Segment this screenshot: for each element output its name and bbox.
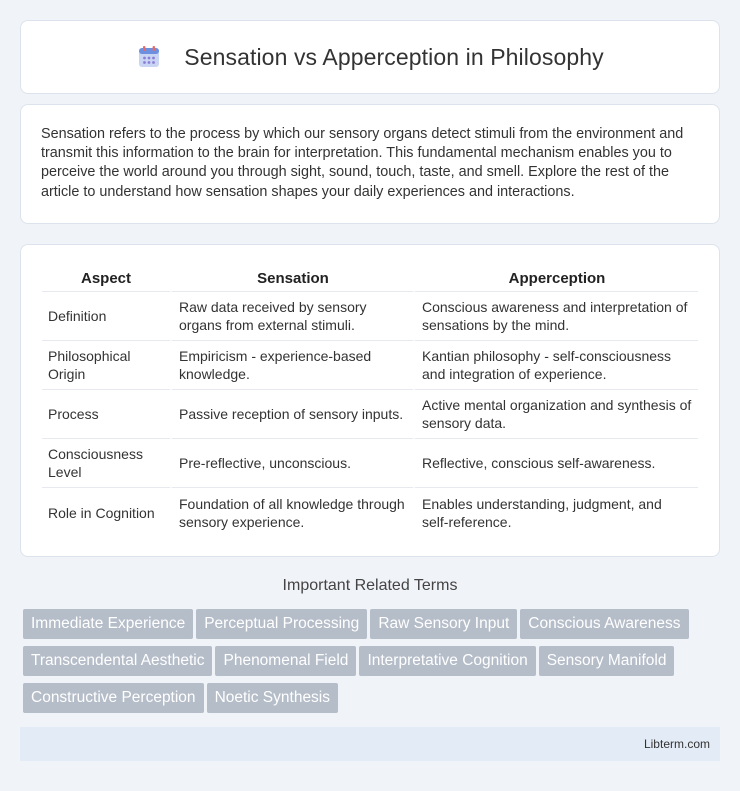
term-tag[interactable]: Conscious Awareness (520, 609, 688, 639)
term-tag[interactable]: Sensory Manifold (539, 646, 675, 676)
footer-site-link[interactable]: Libterm.com (643, 737, 710, 751)
page-title: Sensation vs Apperception in Philosophy (184, 43, 604, 70)
column-header-apperception: Apperception (413, 265, 698, 292)
intro-text: Sensation refers to the process by which our sensory organs detect stimuli from the environment and transmit this information to the brain for interpretation. This fundamental mechanism enables you to perceive the world around you through sight, sound, touch, taste, and smell. Explore the rest of the article to understand how sensation shapes your daily experiences and interactions. (41, 126, 684, 200)
table-cell: Consciousness Level (42, 439, 170, 488)
table-cell: Process (42, 390, 170, 439)
calendar-icon (136, 44, 162, 70)
table-cell: Reflective, conscious self-awareness. (413, 439, 698, 488)
table-cell: Definition (42, 292, 170, 341)
table-row (42, 390, 698, 439)
table-cell: Role in Cognition (48, 504, 155, 521)
table-row (42, 488, 698, 537)
footer (20, 727, 720, 761)
table-cell: Philosophical Origin (42, 341, 170, 390)
related-terms-list (23, 609, 723, 720)
table-row (42, 341, 698, 390)
table-cell: Conscious awareness and interpretation of sensations by the mind. (413, 292, 698, 341)
term-tag[interactable]: Noetic Synthesis (207, 683, 338, 713)
term-tag[interactable]: Transcendental Aesthetic (23, 646, 212, 676)
comparison-table-card (20, 244, 720, 557)
term-tag[interactable]: Phenomenal Field (215, 646, 356, 676)
table-row (42, 292, 698, 341)
table-cell: Active mental organization and synthesis of sensory data. (413, 390, 698, 439)
intro-card (20, 104, 720, 224)
table-cell: Passive reception of sensory inputs. (170, 390, 413, 439)
column-header-sensation: Sensation (170, 265, 413, 292)
table-header-row (42, 265, 698, 292)
comparison-table (42, 265, 698, 537)
table-cell: Kantian philosophy - self-consciousness and integration of experience. (413, 341, 698, 390)
table-row (42, 439, 698, 488)
column-header-aspect: Aspect (42, 265, 170, 292)
table-cell: Enables understanding, judgment, and self-reference. (413, 488, 698, 537)
table-cell: Empiricism - experience-based knowledge. (170, 341, 413, 390)
term-tag[interactable]: Perceptual Processing (196, 609, 367, 639)
header-card (20, 20, 720, 94)
term-tag[interactable]: Immediate Experience (23, 609, 193, 639)
term-tag[interactable]: Raw Sensory Input (370, 609, 517, 639)
term-tag[interactable]: Constructive Perception (23, 683, 204, 713)
related-terms-title: Important Related Terms (282, 577, 458, 594)
term-tag[interactable]: Interpretative Cognition (359, 646, 535, 676)
table-cell: Foundation of all knowledge through sensory experience. (170, 488, 413, 537)
table-cell: Raw data received by sensory organs from external stimuli. (170, 292, 413, 341)
table-cell: Pre-reflective, unconscious. (170, 439, 413, 488)
